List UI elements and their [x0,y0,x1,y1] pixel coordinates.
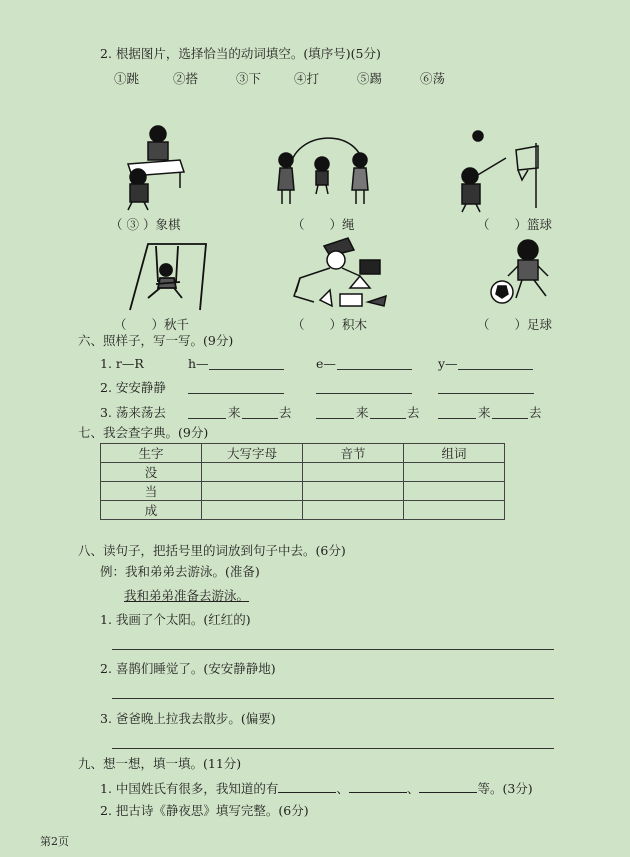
r3-blank[interactable] [492,418,528,419]
caption-word: 秋千 [164,317,190,332]
answer-blank[interactable]: （ ） [114,317,165,332]
section8-title: 八、读句子，把括号里的词放到句子中去。(6分) [78,543,346,558]
lai-1: 来 [228,405,241,420]
answer-blank[interactable]: （ ③ ） [110,217,156,232]
r3-blank[interactable] [370,418,406,419]
table-row [101,463,505,482]
answer-cell[interactable] [303,501,404,520]
football-illustration [488,236,558,308]
caption-word: 篮球 [527,217,553,232]
r2-blank-1[interactable] [188,393,284,394]
answer-cell[interactable] [303,463,404,482]
swing-illustration [126,242,211,312]
lai-3: 来 [478,405,491,420]
h-blank[interactable] [209,369,284,370]
caption-word: 象棋 [155,217,181,232]
separator: 、 [406,781,420,796]
answer-cell[interactable] [202,501,303,520]
caption-chess [110,217,180,233]
answer-cell[interactable] [404,463,505,482]
option-6: ⑥荡 [420,71,446,86]
caption-word: 足球 [527,317,553,332]
option-3: ③下 [236,71,262,86]
option-5: ⑤踢 [357,71,383,86]
r2-blank-2[interactable] [316,393,412,394]
s8-item-1: 1. 我画了个太阳。(红红的) [100,612,251,627]
page-number: 第2页 [40,835,69,848]
section7-title: 七、我会查字典。(9分) [78,425,209,440]
e-blank[interactable] [337,369,412,370]
option-2: ②搭 [173,71,199,86]
option-4: ④打 [294,71,320,86]
answer-cell[interactable] [404,482,505,501]
char-cell: 当 [101,482,202,501]
s9-q1 [100,780,533,797]
table-row [101,501,505,520]
surname-blank-3[interactable] [419,780,477,793]
s6-row3-label: 3. 荡来荡去 [100,405,166,420]
s6-e-label: e— [316,356,336,371]
s6-h-label: h— [188,356,209,371]
s6-y-label: y— [438,356,458,371]
caption-rope [292,217,355,233]
dictionary-table [100,443,505,520]
qu-2: 去 [407,405,420,420]
answer-blank[interactable]: （ ） [477,317,528,332]
q2-title: 2. 根据图片，选择恰当的动词填空。(填序号)(5分) [100,46,381,61]
r3-blank[interactable] [316,418,354,419]
s9-q2: 2. 把古诗《静夜思》填写完整。(6分) [100,803,309,818]
r3-blank[interactable] [438,418,476,419]
jump-rope-illustration [272,130,382,210]
header-cell: 组词 [404,444,505,463]
answer-cell[interactable] [202,482,303,501]
answer-line-1[interactable] [112,649,554,650]
s9-q1-end: 等。(3分) [477,781,533,796]
answer-blank[interactable]: （ ） [477,217,528,232]
r2-blank-3[interactable] [438,393,534,394]
char-cell: 没 [101,463,202,482]
answer-line-2[interactable] [112,698,554,699]
r3-blank[interactable] [242,418,278,419]
qu-3: 去 [529,405,542,420]
answer-cell[interactable] [202,463,303,482]
caption-word: 绳 [342,217,355,232]
table-row [101,482,505,501]
section6-title: 六、照样子，写一写。(9分) [78,333,234,348]
basketball-illustration [456,128,551,213]
caption-swing [114,317,189,333]
s9-q1-text: 1. 中国姓氏有很多，我知道的有 [100,781,279,796]
header-cell: 大写字母 [202,444,303,463]
s6-row1-label: 1. r—R [100,356,144,371]
building-blocks-illustration [290,232,390,314]
answer-cell[interactable] [404,501,505,520]
answer-blank[interactable]: （ ） [292,317,343,332]
r3-blank[interactable] [188,418,226,419]
y-blank[interactable] [458,369,533,370]
surname-blank-1[interactable] [278,780,336,793]
separator: 、 [336,781,349,796]
surname-blank-2[interactable] [349,780,407,793]
section9-title: 九、想一想，填一填。(11分) [78,756,242,771]
header-cell: 音节 [303,444,404,463]
table-header-row [101,444,505,463]
example-sentence: 例：我和弟弟去游泳。(准备) [100,564,260,579]
option-1: ①跳 [114,71,140,86]
answer-cell[interactable] [303,482,404,501]
caption-blocks [292,317,367,333]
example-answer: 我和弟弟准备去游泳。 [124,588,250,603]
s6-row2-label: 2. 安安静静 [100,380,166,395]
answer-line-3[interactable] [112,748,554,749]
caption-football [477,317,552,333]
char-cell: 成 [101,501,202,520]
header-cell: 生字 [101,444,202,463]
answer-blank[interactable]: （ ） [292,217,343,232]
lai-2: 来 [356,405,369,420]
caption-word: 积木 [342,317,368,332]
s8-item-3: 3. 爸爸晚上拉我去散步。(偏要) [100,711,276,726]
chess-illustration [118,122,188,212]
s8-item-2: 2. 喜鹊们睡觉了。(安安静静地) [100,661,276,676]
caption-basketball [477,217,552,233]
qu-1: 去 [279,405,292,420]
